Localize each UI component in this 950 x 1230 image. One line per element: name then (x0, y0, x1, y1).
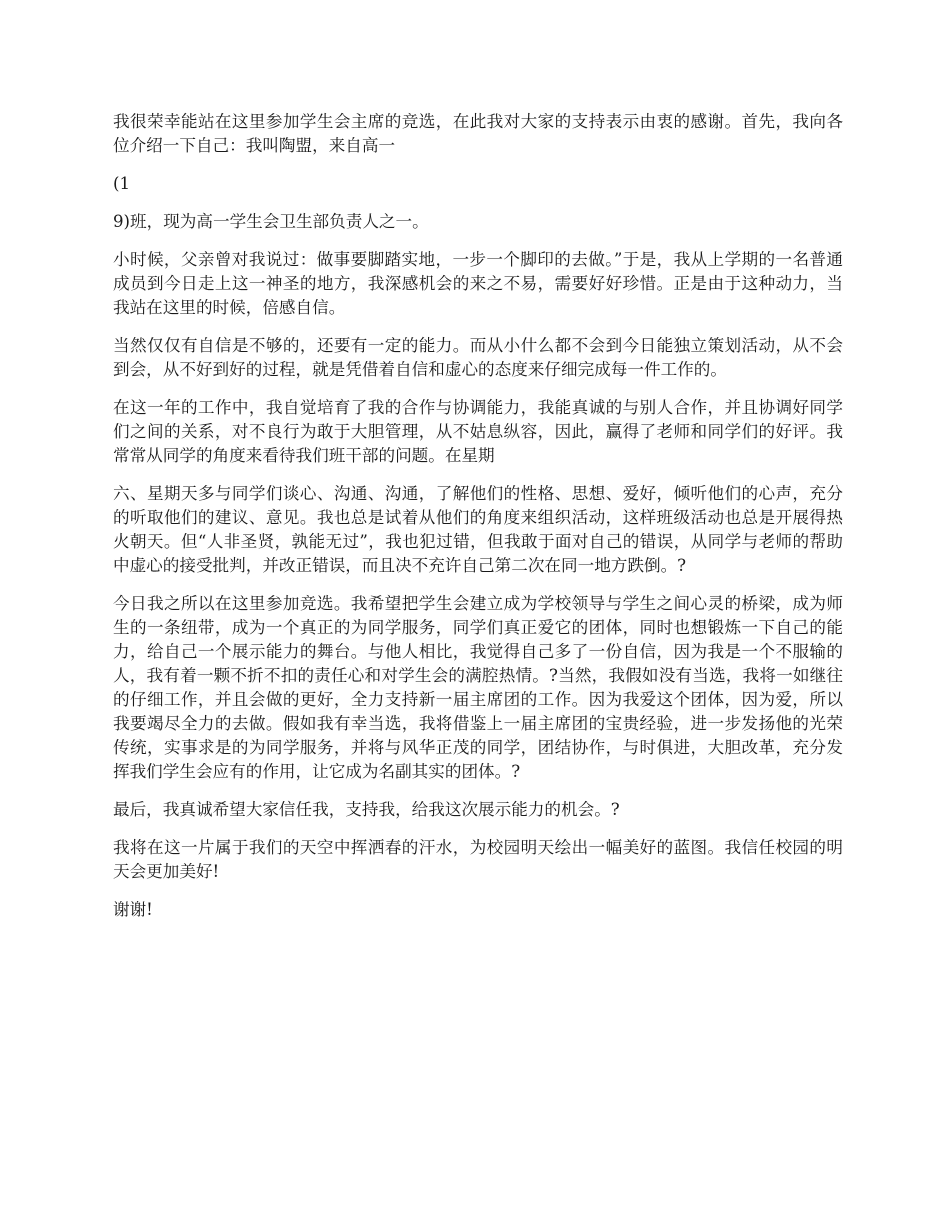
paragraph-class-fragment: (1 (113, 174, 131, 193)
paragraph-vision: 我将在这一片属于我们的天空中挥洒春的汗水，为校园明天绘出一幅美好的蓝图。我信任校园的明天会更加美好! (113, 838, 843, 881)
paragraph-intro: 我很荣幸能站在这里参加学生会主席的竞选，在此我对大家的支持表示由衷的感谢。首先，我向各位介绍一下自己：我叫陶盟，来自高一 (113, 112, 843, 155)
paragraph-request: 最后，我真诚希望大家信任我，支持我，给我这次展示能力的机会。? (113, 800, 620, 819)
paragraph-ability: 当然仅仅有自信是不够的，还要有一定的能力。而从小什么都不会到今日能独立策划活动，从不会到会，从不好到好的过程，就是凭借着自信和虚心的态度来仔细完成每一件工作的。 (113, 336, 843, 379)
paragraph-weekend: 六、星期天多与同学们谈心、沟通、沟通，了解他们的性格、思想、爱好，倾听他们的心声，充分的听取他们的建议、意见。我也总是试着从他们的角度来组织活动，这样班级活动也总是开展得热火朝天。但“人非圣贤，孰能无过”，我也犯过错，但我敢于面对自己的错误，从同学与老师的帮助中虚心的接受批判，并改正错误，而且决不充许自己第二次在同一地方跌倒。? (113, 484, 843, 575)
paragraph-campaign: 今日我之所以在这里参加竞选。我希望把学生会建立成为学校领导与学生之间心灵的桥梁，成为师生的一条纽带，成为一个真正的为同学服务，同学们真正爱它的团体，同时也想锻炼一下自己的能力，给自己一个展示能力的舞台。与他人相比，我觉得自己多了一份自信，因为我是一个不服输的人，我有着一颗不折不扣的责任心和对学生会的满腔热情。?当然，我假如没有当选，我将一如继往的仔细工作，并且会做的更好，全力支持新一届主席团的工作。因为我爱这个团体，因为爱，所以我要竭尽全力的去做。假如我有幸当选，我将借鉴上一届主席团的宝贵经验，进一步发扬他的光荣传统，实事求是的为同学服务，并将与风华正茂的同学，团结协作，与时俱进，大胆改革，充分发挥我们学生会应有的作用，让它成为名副其实的团体。? (113, 594, 843, 781)
paragraph-class-role: 9)班，现为高一学生会卫生部负责人之一。 (113, 212, 429, 231)
paragraph-thanks: 谢谢! (113, 900, 153, 919)
paragraph-childhood: 小时候，父亲曾对我说过：做事要脚踏实地，一步一个脚印的去做。”于是，我从上学期的一名普通成员到今日走上这一神圣的地方，我深感机会的来之不易，需要好好珍惜。正是由于这种动力，当我站在这里的时候，倍感自信。 (113, 250, 843, 317)
paragraph-work-year: 在这一年的工作中，我自觉培育了我的合作与协调能力，我能真诚的与别人合作，并且协调好同学们之间的关系，对不良行为敢于大胆管理，从不姑息纵容，因此，赢得了老师和同学们的好评。我常常从同学的角度来看待我们班干部的问题。在星期 (113, 398, 843, 465)
speech-body (113, 110, 843, 936)
